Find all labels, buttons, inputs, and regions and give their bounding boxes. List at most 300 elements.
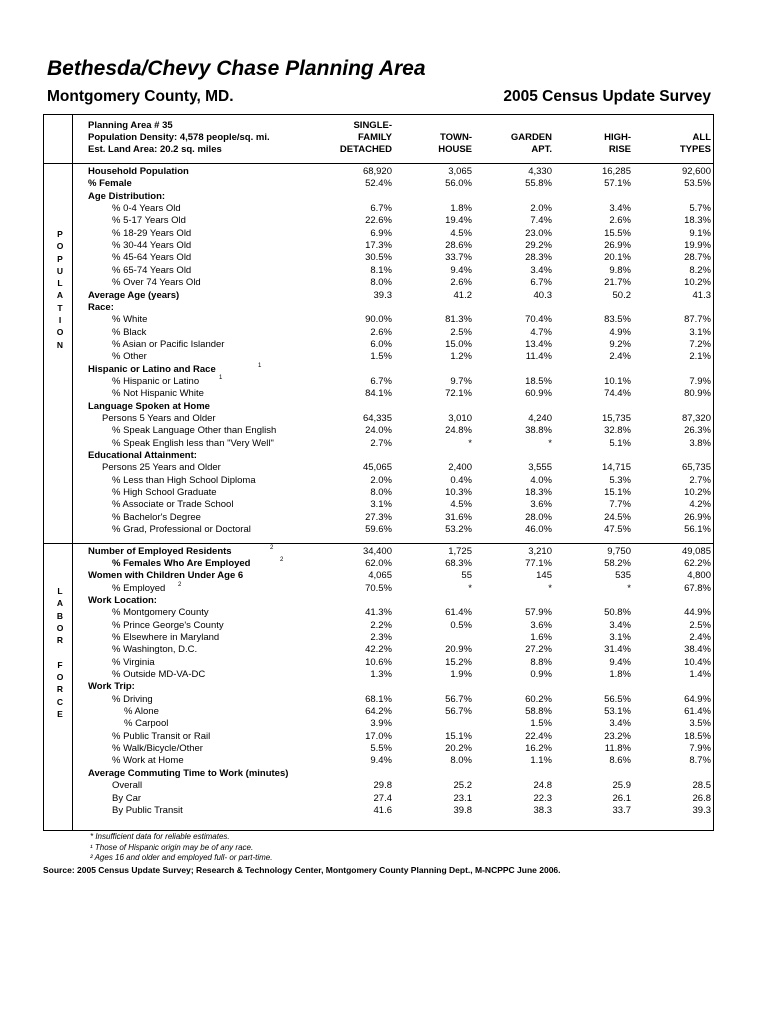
table-row bbox=[72, 681, 714, 693]
table-cell: * bbox=[468, 582, 472, 594]
table-cell: 15.5% bbox=[604, 227, 631, 239]
row-label: % 0-4 Years Old bbox=[112, 203, 181, 215]
table-cell: 26.8 bbox=[692, 792, 711, 804]
table-cell: 87,320 bbox=[681, 413, 711, 424]
table-row bbox=[72, 438, 714, 450]
table-cell: 24.5% bbox=[604, 511, 631, 523]
table-cell: 18.5% bbox=[525, 375, 552, 387]
table-cell: 16,285 bbox=[601, 166, 631, 177]
table-cell: 8.1% bbox=[370, 264, 392, 276]
row-label: % Alone bbox=[124, 706, 159, 718]
table-cell: 1.8% bbox=[450, 203, 472, 215]
table-cell: 3.9% bbox=[370, 718, 392, 730]
table-row bbox=[72, 793, 714, 805]
table-row bbox=[72, 583, 714, 595]
table-cell: 33.7 bbox=[612, 804, 631, 816]
table-cell: 28.5 bbox=[692, 780, 711, 792]
row-label: % Employed bbox=[112, 582, 166, 594]
table-cell: 38.8% bbox=[525, 425, 552, 437]
side-letter: F bbox=[57, 659, 63, 670]
table-cell: 3.5% bbox=[689, 718, 711, 730]
table-row bbox=[72, 228, 714, 240]
table-cell: 3,555 bbox=[528, 462, 552, 474]
table-row bbox=[72, 706, 714, 718]
table-cell: 22.6% bbox=[365, 215, 392, 227]
side-letter: O bbox=[56, 622, 64, 633]
table-cell: 70.5% bbox=[365, 582, 392, 594]
page-title: Bethesda/Chevy Chase Planning Area bbox=[47, 57, 426, 80]
row-label: % Bachelor's Degree bbox=[112, 511, 201, 523]
table-cell: 28.0% bbox=[525, 511, 552, 523]
table-cell: 24.8 bbox=[533, 780, 552, 792]
table-cell: 26.1 bbox=[612, 792, 631, 804]
table-cell: * bbox=[468, 437, 472, 449]
table-cell: 62.2% bbox=[684, 557, 711, 569]
table-cell: 70.4% bbox=[525, 314, 552, 326]
table-cell: 2.4% bbox=[689, 631, 711, 643]
table-cell: 10.3% bbox=[445, 487, 472, 499]
table-cell: 20.2% bbox=[445, 743, 472, 755]
table-cell: 38.3 bbox=[533, 804, 552, 816]
table-cell: 24.0% bbox=[365, 425, 392, 437]
table-row bbox=[72, 203, 714, 215]
table-cell: 10.1% bbox=[604, 375, 631, 387]
row-label: % Washington, D.C. bbox=[112, 644, 198, 656]
table-cell: 2.7% bbox=[689, 474, 711, 486]
table-cell: 5.3% bbox=[609, 474, 631, 486]
side-letter: C bbox=[56, 696, 64, 707]
table-cell: 5.7% bbox=[689, 203, 711, 215]
table-cell: 26.3% bbox=[684, 425, 711, 437]
row-label: % Montgomery County bbox=[112, 607, 209, 619]
side-letter: O bbox=[56, 672, 64, 683]
table-cell: 72.1% bbox=[445, 388, 472, 400]
table-cell: 61.4% bbox=[684, 706, 711, 718]
column-header-line: TYPES bbox=[679, 144, 711, 155]
row-label: % Walk/Bicycle/Other bbox=[112, 743, 203, 755]
side-letter: L bbox=[57, 278, 63, 289]
side-letter: P bbox=[57, 229, 63, 239]
table-cell: 3.4% bbox=[609, 619, 631, 631]
table-cell: 0.9% bbox=[530, 669, 552, 680]
table-cell: 19.4% bbox=[445, 215, 472, 227]
table-cell: 67.8% bbox=[684, 582, 711, 594]
table-cell: 4.5% bbox=[450, 227, 472, 239]
side-letter: E bbox=[57, 708, 63, 719]
table-cell: 2.1% bbox=[689, 351, 711, 363]
table-cell: 23.2% bbox=[604, 730, 631, 742]
county-subtitle: Montgomery County, MD. bbox=[47, 88, 234, 105]
row-label: By Car bbox=[112, 792, 142, 804]
labor-force-side-label bbox=[52, 585, 68, 720]
table-cell: 1,725 bbox=[448, 545, 472, 557]
table-cell: 68.3% bbox=[445, 557, 472, 569]
table-row bbox=[72, 595, 714, 607]
table-cell: 15,735 bbox=[601, 413, 631, 424]
table-cell: 0.4% bbox=[450, 474, 472, 486]
table-row bbox=[72, 644, 714, 656]
table-cell: 2.7% bbox=[370, 437, 392, 449]
table-cell: 3.8% bbox=[689, 437, 711, 449]
row-label: % 45-64 Years Old bbox=[112, 252, 192, 264]
table-row bbox=[72, 425, 714, 437]
table-cell: 28.3% bbox=[525, 252, 552, 264]
table-cell: 8.7% bbox=[689, 755, 711, 767]
side-letter: L bbox=[57, 586, 63, 596]
row-label: % Driving bbox=[112, 693, 153, 705]
table-row bbox=[72, 215, 714, 227]
table-row bbox=[72, 252, 714, 264]
footnote-marker: 1 bbox=[219, 374, 223, 381]
table-cell: 10.4% bbox=[684, 656, 711, 668]
header-divider bbox=[43, 163, 714, 164]
column-header-line bbox=[438, 120, 472, 132]
table-row bbox=[72, 351, 714, 363]
planning-area-number: Planning Area # 35 bbox=[88, 120, 173, 131]
table-row bbox=[72, 450, 714, 462]
row-label: % Not Hispanic White bbox=[112, 388, 204, 400]
table-cell: 9.1% bbox=[689, 227, 711, 239]
table-row bbox=[72, 339, 714, 351]
side-letter: R bbox=[56, 684, 64, 695]
row-label: % Public Transit or Rail bbox=[112, 730, 211, 742]
table-cell: 8.0% bbox=[370, 277, 392, 289]
table-row bbox=[72, 780, 714, 792]
table-cell: 9.2% bbox=[609, 338, 631, 350]
table-cell: 50.2 bbox=[612, 289, 631, 301]
column-header-line: HIGH- bbox=[604, 132, 631, 143]
table-cell: 30.5% bbox=[365, 252, 392, 264]
row-label: By Public Transit bbox=[112, 804, 183, 816]
table-cell: 3.1% bbox=[609, 631, 631, 643]
row-label: % Over 74 Years Old bbox=[112, 277, 201, 289]
table-row bbox=[72, 302, 714, 314]
table-cell: 5.1% bbox=[609, 437, 631, 449]
table-row bbox=[72, 388, 714, 400]
table-cell: 28.6% bbox=[445, 240, 472, 252]
column-header-line bbox=[680, 120, 711, 132]
column-header bbox=[438, 120, 472, 156]
table-cell: 7.7% bbox=[609, 499, 631, 511]
table-row bbox=[72, 364, 714, 376]
table-cell: 6.7% bbox=[370, 375, 392, 387]
row-label: % Carpool bbox=[124, 718, 169, 730]
table-cell: 2.0% bbox=[370, 474, 392, 486]
table-cell: 84.1% bbox=[365, 388, 392, 400]
table-cell: 3.6% bbox=[530, 499, 552, 511]
side-letter: R bbox=[56, 635, 64, 646]
table-cell: 9.4% bbox=[450, 264, 472, 276]
table-row bbox=[72, 475, 714, 487]
row-label: % Females Who Are Employed bbox=[112, 557, 251, 569]
table-cell: 56.0% bbox=[445, 178, 472, 190]
footnote-marker: 1 bbox=[258, 362, 262, 369]
table-cell: 49,085 bbox=[681, 545, 711, 557]
table-cell: 60.9% bbox=[525, 388, 552, 400]
side-letter: O bbox=[56, 241, 64, 252]
land-area: Est. Land Area: 20.2 sq. miles bbox=[88, 144, 222, 155]
source-note: Source: 2005 Census Update Survey; Research & Technology Center, Montgomery County Planning Dept., M-NCPPC June 2006. bbox=[43, 865, 561, 875]
table-cell: 32.8% bbox=[604, 425, 631, 437]
table-row bbox=[72, 607, 714, 619]
table-row bbox=[72, 570, 714, 582]
row-label: % Virginia bbox=[112, 656, 155, 668]
side-letter: A bbox=[56, 598, 64, 609]
table-cell: 18.3% bbox=[684, 215, 711, 227]
column-header bbox=[511, 120, 552, 156]
table-cell: 5.5% bbox=[370, 743, 392, 755]
row-label: % White bbox=[112, 314, 148, 326]
footnote-marker: 2 bbox=[178, 581, 182, 588]
table-cell: 4,330 bbox=[528, 166, 552, 177]
row-label: % Asian or Pacific Islander bbox=[112, 338, 225, 350]
table-row bbox=[72, 743, 714, 755]
table-cell: 1.6% bbox=[530, 631, 552, 643]
table-cell: 22.4% bbox=[525, 730, 552, 742]
table-cell: 3.4% bbox=[609, 203, 631, 215]
table-cell: 17.3% bbox=[365, 240, 392, 252]
table-cell: 17.0% bbox=[365, 730, 392, 742]
table-cell: 26.9% bbox=[604, 240, 631, 252]
row-label: Household Population bbox=[88, 166, 189, 177]
table-cell: 2.3% bbox=[370, 631, 392, 643]
table-cell: 33.7% bbox=[445, 252, 472, 264]
table-cell: 81.3% bbox=[445, 314, 472, 326]
row-label: Average Age (years) bbox=[88, 289, 180, 301]
footnote-marker: 2 bbox=[270, 544, 274, 551]
table-cell: 13.4% bbox=[525, 338, 552, 350]
table-row bbox=[72, 669, 714, 681]
table-cell: 1.4% bbox=[689, 669, 711, 680]
footnotes bbox=[90, 832, 272, 864]
column-header-line: HOUSE bbox=[438, 144, 472, 155]
table-row bbox=[72, 178, 714, 190]
row-label: % Less than High School Diploma bbox=[112, 474, 256, 486]
row-label: % Female bbox=[88, 178, 132, 190]
table-cell: 55.8% bbox=[525, 178, 552, 190]
table-cell: 68.1% bbox=[365, 693, 392, 705]
table-cell: 58.8% bbox=[525, 706, 552, 718]
table-cell: 39.8 bbox=[453, 804, 472, 816]
planning-area-header bbox=[88, 120, 270, 156]
row-label: Age Distribution: bbox=[88, 190, 166, 202]
table-cell: 3.1% bbox=[370, 499, 392, 511]
row-label: Number of Employed Residents bbox=[88, 545, 232, 557]
row-label: Language Spoken at Home bbox=[88, 400, 210, 412]
table-cell: 10.6% bbox=[365, 656, 392, 668]
side-letter: I bbox=[58, 315, 62, 326]
table-cell: 18.5% bbox=[684, 730, 711, 742]
table-cell: 2.0% bbox=[530, 203, 552, 215]
row-label: Persons 5 Years and Older bbox=[102, 413, 216, 424]
table-cell: 83.5% bbox=[604, 314, 631, 326]
row-label: % 5-17 Years Old bbox=[112, 215, 186, 227]
table-row bbox=[72, 768, 714, 780]
table-row bbox=[72, 327, 714, 339]
table-row bbox=[72, 401, 714, 413]
table-cell: 64.2% bbox=[365, 706, 392, 718]
table-cell: 1.5% bbox=[530, 718, 552, 730]
footnote: ¹ Those of Hispanic origin may be of any race. bbox=[90, 842, 254, 852]
table-cell: 9.8% bbox=[609, 264, 631, 276]
row-label: % Other bbox=[112, 351, 147, 363]
row-label: % Grad, Professional or Doctoral bbox=[112, 524, 251, 536]
table-cell: 9.7% bbox=[450, 375, 472, 387]
table-cell: 4.9% bbox=[609, 326, 631, 338]
table-cell: 57.9% bbox=[525, 607, 552, 619]
table-cell: 4.7% bbox=[530, 326, 552, 338]
side-letter: O bbox=[56, 327, 64, 338]
table-cell: 3.1% bbox=[689, 326, 711, 338]
side-letter bbox=[52, 646, 68, 658]
column-header-line: SINGLE- bbox=[353, 120, 392, 131]
table-cell: 31.4% bbox=[604, 644, 631, 656]
table-cell: 10.2% bbox=[684, 487, 711, 499]
table-cell: 21.7% bbox=[604, 277, 631, 289]
table-cell: 9,750 bbox=[607, 545, 631, 557]
row-label: Persons 25 Years and Older bbox=[102, 462, 221, 474]
row-label: % 30-44 Years Old bbox=[112, 240, 192, 252]
row-label: % 18-29 Years Old bbox=[112, 227, 192, 239]
table-row bbox=[72, 558, 714, 570]
table-cell: 2.2% bbox=[370, 619, 392, 631]
table-cell: 16.2% bbox=[525, 743, 552, 755]
footnote-marker: 2 bbox=[280, 556, 284, 563]
table-cell: 1.2% bbox=[450, 351, 472, 363]
table-cell: 53.2% bbox=[445, 524, 472, 536]
table-cell: 9.4% bbox=[609, 656, 631, 668]
side-letter: P bbox=[57, 253, 63, 264]
table-cell: 27.2% bbox=[525, 644, 552, 656]
table-cell: 3.4% bbox=[530, 264, 552, 276]
population-side-label bbox=[52, 228, 68, 351]
table-cell: 80.9% bbox=[684, 388, 711, 400]
table-cell: 27.4 bbox=[373, 792, 392, 804]
row-label: Average Commuting Time to Work (minutes) bbox=[88, 767, 289, 779]
table-row bbox=[72, 413, 714, 425]
table-cell: 2.5% bbox=[450, 326, 472, 338]
table-cell: 8.0% bbox=[370, 487, 392, 499]
row-label: Hispanic or Latino and Race bbox=[88, 363, 216, 375]
table-cell: 64,335 bbox=[362, 413, 392, 424]
footnote: * Insufficient data for reliable estimates. bbox=[90, 832, 230, 841]
table-cell: 4.2% bbox=[689, 499, 711, 511]
table-cell: 47.5% bbox=[604, 524, 631, 536]
table-cell: 2.5% bbox=[689, 619, 711, 631]
table-cell: 41.2 bbox=[453, 289, 472, 301]
table-cell: 1.8% bbox=[609, 669, 631, 680]
table-cell: 8.8% bbox=[530, 656, 552, 668]
table-cell: 8.6% bbox=[609, 755, 631, 767]
table-cell: 58.2% bbox=[604, 557, 631, 569]
table-cell: 20.9% bbox=[445, 644, 472, 656]
column-header bbox=[604, 120, 631, 156]
table-cell: 10.2% bbox=[684, 277, 711, 289]
footnote: ² Ages 16 and older and employed full- or part-time. bbox=[90, 853, 273, 862]
column-header-line: RISE bbox=[608, 144, 631, 155]
table-cell: 77.1% bbox=[525, 557, 552, 569]
table-cell: 6.9% bbox=[370, 227, 392, 239]
table-cell: 1.5% bbox=[370, 351, 392, 363]
table-cell: 8.0% bbox=[450, 755, 472, 767]
table-cell: 4.5% bbox=[450, 499, 472, 511]
side-letter: A bbox=[56, 290, 64, 301]
table-row bbox=[72, 487, 714, 499]
table-cell: 55 bbox=[461, 570, 472, 582]
table-cell: 22.3 bbox=[533, 792, 552, 804]
table-cell: 56.7% bbox=[445, 706, 472, 718]
column-header-line bbox=[511, 120, 552, 132]
table-cell: 41.3 bbox=[692, 289, 711, 301]
table-cell: 3.6% bbox=[530, 619, 552, 631]
table-cell: 2,400 bbox=[448, 462, 472, 474]
table-cell: 15.1% bbox=[604, 487, 631, 499]
table-cell: 28.7% bbox=[684, 252, 711, 264]
column-header-line: ALL bbox=[692, 132, 711, 143]
table-cell: 3,065 bbox=[448, 166, 472, 177]
row-label: Educational Attainment: bbox=[88, 450, 197, 462]
table-cell: 53.1% bbox=[604, 706, 631, 718]
table-cell: 56.7% bbox=[445, 693, 472, 705]
table-cell: 29.8 bbox=[373, 780, 392, 792]
table-cell: 535 bbox=[615, 570, 631, 582]
table-cell: 4,240 bbox=[528, 413, 552, 424]
table-cell: 61.4% bbox=[445, 607, 472, 619]
table-cell: 34,400 bbox=[362, 545, 392, 557]
table-cell: 56.1% bbox=[684, 524, 711, 536]
column-header-line: TOWN- bbox=[439, 132, 472, 143]
table-cell: 42.2% bbox=[365, 644, 392, 656]
table-row bbox=[72, 499, 714, 511]
table-cell: 39.3 bbox=[373, 289, 392, 301]
row-label: Work Trip: bbox=[88, 681, 135, 693]
table-cell: 26.9% bbox=[684, 511, 711, 523]
table-cell: 90.0% bbox=[365, 314, 392, 326]
table-cell: 15.0% bbox=[445, 338, 472, 350]
row-label: Race: bbox=[88, 301, 114, 313]
column-header-line: DETACHED bbox=[339, 144, 392, 155]
table-row bbox=[72, 277, 714, 289]
table-cell: 6.0% bbox=[370, 338, 392, 350]
table-cell: 8.2% bbox=[689, 264, 711, 276]
table-row bbox=[72, 755, 714, 767]
table-cell: 20.1% bbox=[604, 252, 631, 264]
table-cell: 145 bbox=[536, 570, 552, 582]
table-cell: 25.9 bbox=[612, 780, 631, 792]
table-row bbox=[72, 240, 714, 252]
table-cell: 38.4% bbox=[684, 644, 711, 656]
table-cell: 29.2% bbox=[525, 240, 552, 252]
table-cell: 7.2% bbox=[689, 338, 711, 350]
table-row bbox=[72, 376, 714, 388]
table-cell: 87.7% bbox=[684, 314, 711, 326]
table-cell: 4,800 bbox=[687, 570, 711, 582]
table-cell: 65,735 bbox=[681, 462, 711, 474]
population-density: Population Density: 4,578 people/sq. mi. bbox=[88, 132, 270, 143]
table-cell: 46.0% bbox=[525, 524, 552, 536]
table-cell: 25.2 bbox=[453, 780, 472, 792]
side-letter: B bbox=[56, 610, 64, 621]
table-cell: 7.9% bbox=[689, 743, 711, 755]
table-row bbox=[72, 546, 714, 558]
table-row bbox=[72, 290, 714, 302]
table-cell: 2.4% bbox=[609, 351, 631, 363]
column-header bbox=[340, 120, 392, 156]
table-cell: 45,065 bbox=[362, 462, 392, 474]
table-cell: 11.8% bbox=[604, 743, 631, 755]
table-cell: 1.1% bbox=[530, 755, 552, 767]
table-cell: 2.6% bbox=[370, 326, 392, 338]
